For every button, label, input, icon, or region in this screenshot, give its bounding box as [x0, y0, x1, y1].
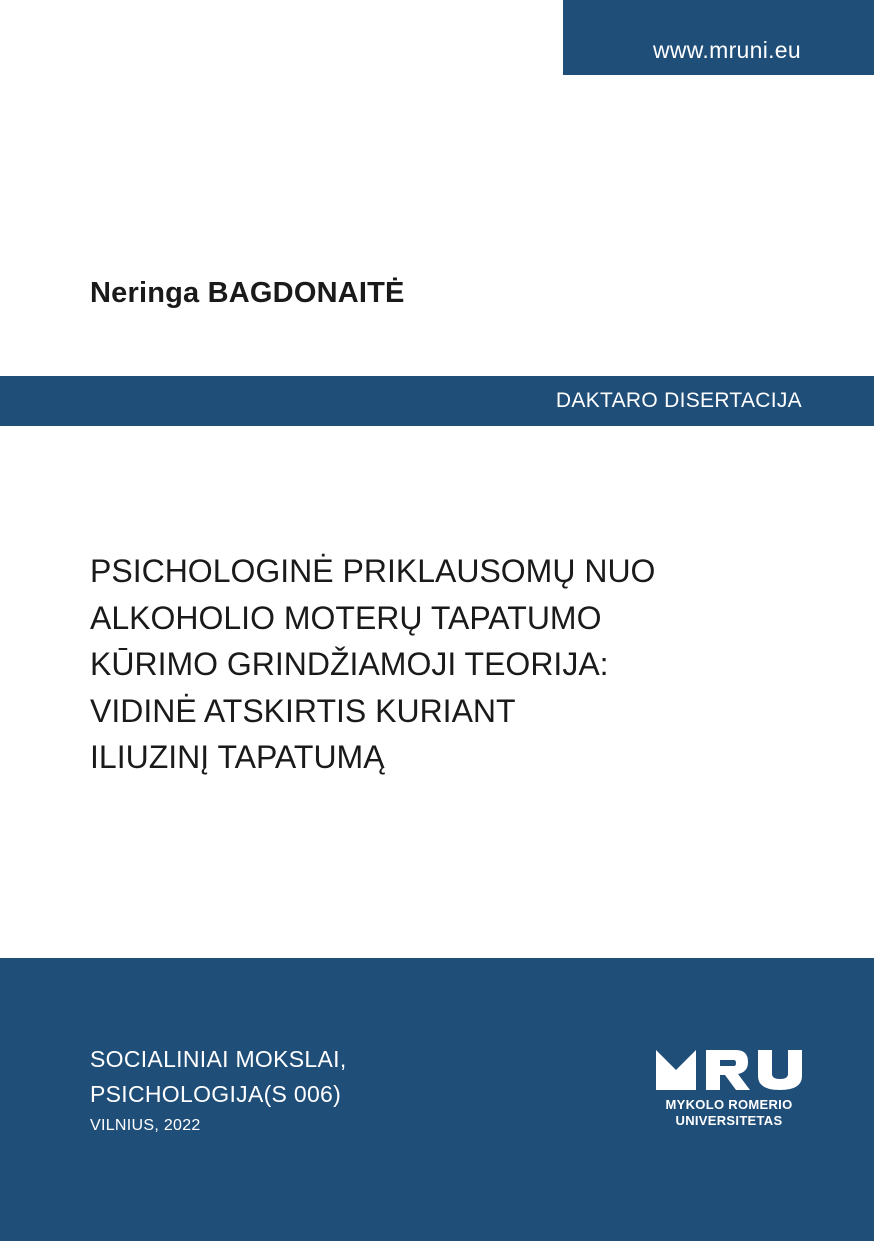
title-line: ALKOHOLIO MOTERŲ TAPATUMO — [90, 599, 602, 636]
university-name-line1: MYKOLO ROMERIO — [665, 1097, 793, 1112]
mru-logo-mark — [652, 1048, 806, 1092]
dissertation-title — [90, 548, 810, 781]
science-field: SOCIALINIAI MOKSLAI, — [90, 1046, 347, 1072]
website-banner — [563, 0, 874, 75]
title-line: VIDINĖ ATSKIRTIS KURIANT — [90, 692, 516, 729]
title-line: PSICHOLOGINĖ PRIKLAUSOMŲ NUO — [90, 553, 656, 589]
university-logo — [652, 1048, 806, 1138]
title-line: ILIUZINĮ TAPATUMĄ — [90, 739, 385, 775]
author-name: Neringa BAGDONAITĖ — [90, 277, 405, 309]
document-type-band — [0, 376, 874, 426]
footer-panel — [0, 958, 874, 1241]
website-url[interactable]: www.mruni.eu — [652, 37, 801, 63]
document-type: DAKTARO DISERTACIJA — [555, 389, 802, 412]
university-name-line2: UNIVERSITETAS — [675, 1113, 783, 1128]
place-year: VILNIUS, 2022 — [90, 1117, 201, 1134]
science-discipline: PSICHOLOGIJA(S 006) — [90, 1081, 342, 1107]
title-line: KŪRIMO GRINDŽIAMOJI TEORIJA: — [90, 646, 609, 682]
